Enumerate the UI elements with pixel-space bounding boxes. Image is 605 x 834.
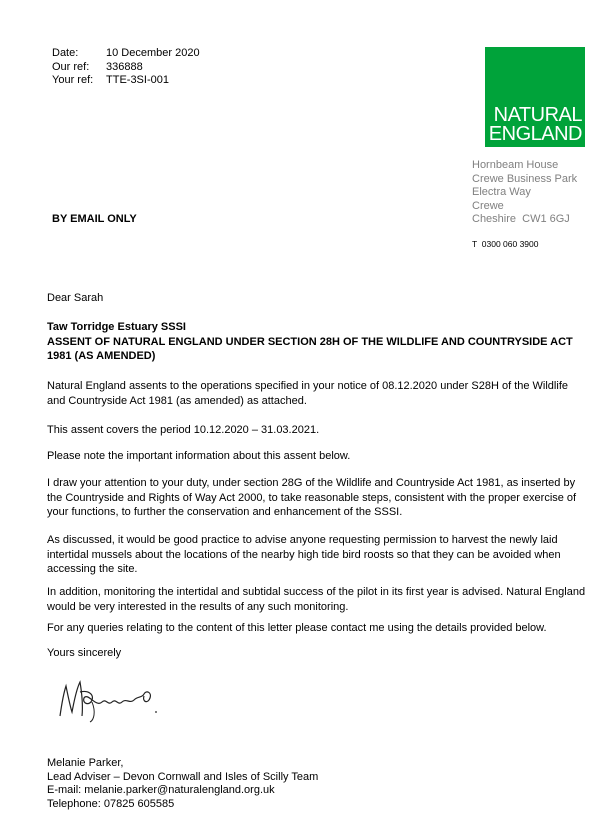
address-line-1: Hornbeam House: [472, 159, 559, 171]
our-ref-label: Our ref:: [52, 60, 90, 73]
paragraph-period: This assent covers the period 10.12.2020 – 31.03.2021.: [47, 424, 320, 436]
your-ref-value: TTE-3SI-001: [106, 74, 169, 86]
paragraph-duty: I draw your attention to your duty, under section 28G of the Wildlife and Countryside Act 1981, as inserted by the Countryside and Rights of Way Act 2000, to take reasonable steps, consistent with the proper exercise of your functions, to further the conservation and enhancement of the SSSI.: [47, 477, 577, 518]
paragraph-note: Please note the important information about this assent below.: [47, 450, 351, 462]
paragraph-assent: Natural England assents to the operations specified in your notice of 08.12.2020 under S28H of the Wildlife and Countryside Act 1981 (as amended) as attached.: [47, 380, 568, 407]
sender-role: Lead Adviser – Devon Cornwall and Isles of Scilly Team: [47, 770, 319, 783]
natural-england-logo: [485, 47, 585, 147]
logo-line-1: NATURAL: [493, 104, 582, 126]
address-line-4: Crewe: [472, 199, 504, 212]
subject-block: [47, 320, 587, 364]
our-ref-row: [52, 61, 200, 75]
subject-title: ASSENT OF NATURAL ENGLAND UNDER SECTION 28H OF THE WILDLIFE AND COUNTRYSIDE ACT 1981 (AS AMENDED): [47, 335, 573, 362]
subject-site: Taw Torridge Estuary SSSI: [47, 321, 186, 333]
address-line-3: Electra Way: [472, 186, 531, 198]
date-label: Date:: [52, 47, 79, 59]
delivery-method: BY EMAIL ONLY: [52, 213, 137, 225]
your-ref-row: [52, 74, 200, 88]
date-row: [52, 47, 200, 61]
office-phone: T 0300 060 3900: [472, 239, 539, 249]
paragraph-queries: For any queries relating to the content of this letter please contact me using the details provided below.: [47, 622, 547, 634]
sender-details: [47, 757, 318, 811]
paragraph-monitoring: In addition, monitoring the intertidal and subtidal success of the pilot in its first year is advised. Natural England would be very interested in the results of any such monitoring.: [47, 586, 586, 613]
sender-email[interactable]: E-mail: melanie.parker@naturalengland.org.uk: [47, 784, 275, 796]
address-line-5: Cheshire CW1 6GJ: [472, 213, 570, 225]
sign-off: Yours sincerely: [47, 647, 122, 659]
signature-icon: [52, 672, 172, 732]
sender-name: Melanie Parker,: [47, 757, 124, 769]
address-line-2: Crewe Business Park: [472, 172, 578, 185]
sender-address: [472, 159, 577, 227]
letter-meta: [52, 47, 200, 88]
our-ref-value: 336888: [106, 60, 143, 73]
date-value: 10 December 2020: [106, 47, 200, 59]
your-ref-label: Your ref:: [52, 74, 94, 86]
logo-line-2: ENGLAND: [488, 123, 582, 145]
handwritten-signature: [52, 672, 172, 737]
paragraph-roosts: As discussed, it would be good practice to advise anyone requesting permission to harvest the newly laid intertidal mussels about the locations of the nearby high tide bird roosts so that they can be avoided when accessing the site.: [47, 534, 561, 575]
sender-phone: Telephone: 07825 605585: [47, 797, 175, 810]
salutation: Dear Sarah: [47, 292, 104, 304]
